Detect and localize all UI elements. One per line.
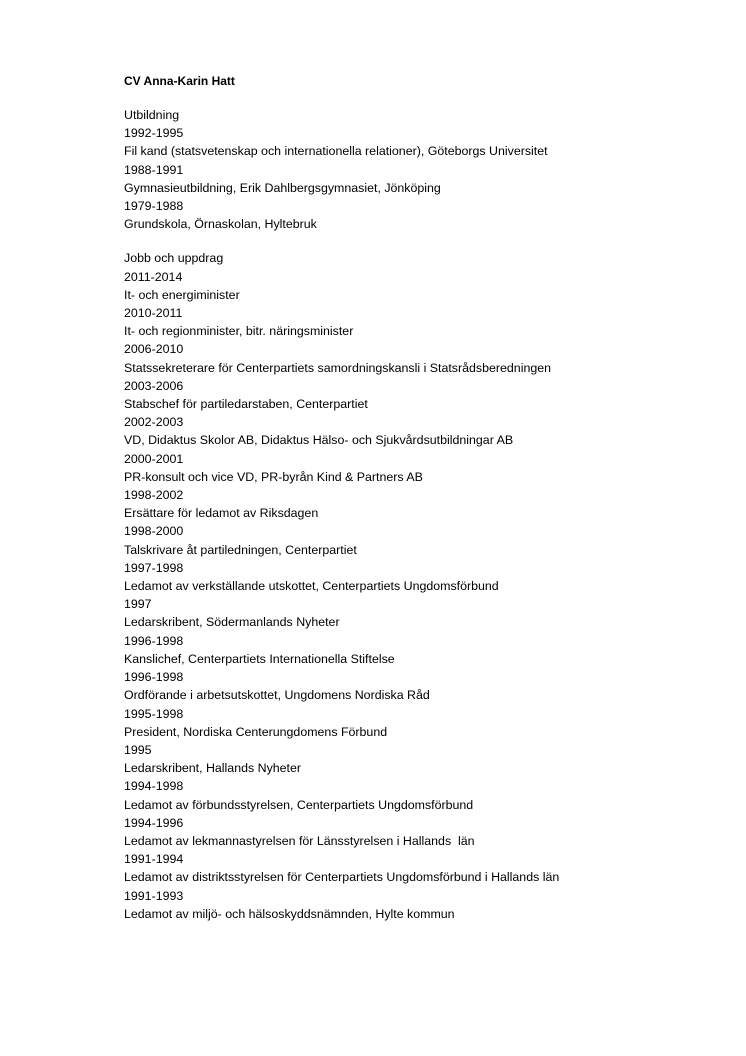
job-entry: [124, 522, 724, 558]
entry-period: 1991-1994: [124, 852, 184, 867]
job-entry: [124, 741, 724, 777]
entry-text: Ordförande i arbetsutskottet, Ungdomens Nordiska Råd: [124, 688, 430, 703]
entry-text: Kanslichef, Centerpartiets Internationella Stiftelse: [124, 651, 395, 666]
entry-period: 1988-1991: [124, 162, 184, 177]
section-heading: Utbildning: [124, 108, 180, 122]
job-entry: [124, 850, 724, 886]
entry-text: It- och regionminister, bitr. näringsminister: [124, 324, 354, 339]
document-page: [124, 72, 724, 923]
entry-text: Ledarskribent, Hallands Nyheter: [124, 761, 302, 776]
entry-period: 1995-1998: [124, 706, 184, 721]
entry-period: 2000-2001: [124, 451, 184, 466]
entry-period: 1996-1998: [124, 633, 184, 648]
entry-period: 1998-2000: [124, 524, 184, 539]
entry-period: 1994-1996: [124, 815, 184, 830]
education-section: [124, 106, 724, 233]
education-entry: [124, 161, 724, 197]
section-heading: Jobb och uppdrag: [124, 251, 224, 266]
entry-text: Stabschef för partiledarstaben, Centerpartiet: [124, 397, 368, 412]
entry-text: Ledamot av lekmannastyrelsen för Länsstyrelsen i Hallands län: [124, 833, 475, 848]
job-entry: [124, 413, 724, 449]
job-entry: [124, 632, 724, 668]
entry-period: 2010-2011: [124, 306, 183, 321]
entry-period: 1997-1998: [124, 560, 184, 575]
entry-period: 1998-2002: [124, 488, 184, 503]
entry-period: 1995: [124, 742, 152, 757]
job-entry: [124, 304, 724, 340]
entry-text: It- och energiminister: [124, 287, 240, 302]
entry-period: 1994-1998: [124, 779, 184, 794]
entry-text: Ledamot av förbundsstyrelsen, Centerpartiets Ungdomsförbund: [124, 797, 474, 812]
entry-period: 1991-1993: [124, 888, 184, 903]
entry-text: Talskrivare åt partiledningen, Centerpartiet: [124, 542, 357, 557]
entry-period: 2011-2014: [124, 269, 183, 284]
job-entry: [124, 777, 724, 813]
entry-text: Fil kand (statsvetenskap och internationella relationer), Göteborgs Universitet: [124, 144, 548, 159]
job-entry: [124, 268, 724, 304]
jobs-section: [124, 249, 724, 923]
entry-period: 1996-1998: [124, 670, 184, 685]
entry-text: Ersättare för ledamot av Riksdagen: [124, 506, 319, 521]
job-entry: [124, 814, 724, 850]
education-entry: [124, 124, 724, 160]
entry-text: Grundskola, Örnaskolan, Hyltebruk: [124, 217, 317, 232]
entry-period: 1992-1995: [124, 126, 184, 141]
job-entry: [124, 668, 724, 704]
entry-text: Ledamot av verkställande utskottet, Centerpartiets Ungdomsförbund: [124, 579, 499, 594]
document-title: CV Anna-Karin Hatt: [124, 74, 235, 88]
job-entry: [124, 595, 724, 631]
entry-text: Ledamot av distriktsstyrelsen för Centerpartiets Ungdomsförbund i Hallands län: [124, 870, 560, 885]
job-entry: [124, 705, 724, 741]
entry-text: Gymnasieutbildning, Erik Dahlbergsgymnasiet, Jönköping: [124, 180, 441, 195]
entry-text: Statssekreterare för Centerpartiets samordningskansli i Statsrådsberedningen: [124, 360, 552, 375]
job-entry: [124, 450, 724, 486]
job-entry: [124, 340, 724, 376]
job-entry: [124, 486, 724, 522]
entry-text: Ledarskribent, Södermanlands Nyheter: [124, 615, 340, 630]
entry-text: PR-konsult och vice VD, PR-byrån Kind & Partners AB: [124, 469, 423, 484]
entry-text: VD, Didaktus Skolor AB, Didaktus Hälso- och Sjukvårdsutbildningar AB: [124, 433, 514, 448]
entry-period: 2002-2003: [124, 415, 184, 430]
entry-text: President, Nordiska Centerungdomens Förbund: [124, 724, 388, 739]
entry-period: 1979-1988: [124, 199, 184, 214]
education-entry: [124, 197, 724, 233]
job-entry: [124, 887, 724, 923]
entry-period: 1997: [124, 597, 152, 612]
job-entry: [124, 559, 724, 595]
entry-period: 2003-2006: [124, 378, 184, 393]
job-entry: [124, 377, 724, 413]
entry-text: Ledamot av miljö- och hälsoskyddsnämnden, Hylte kommun: [124, 906, 455, 921]
entry-period: 2006-2010: [124, 342, 184, 357]
